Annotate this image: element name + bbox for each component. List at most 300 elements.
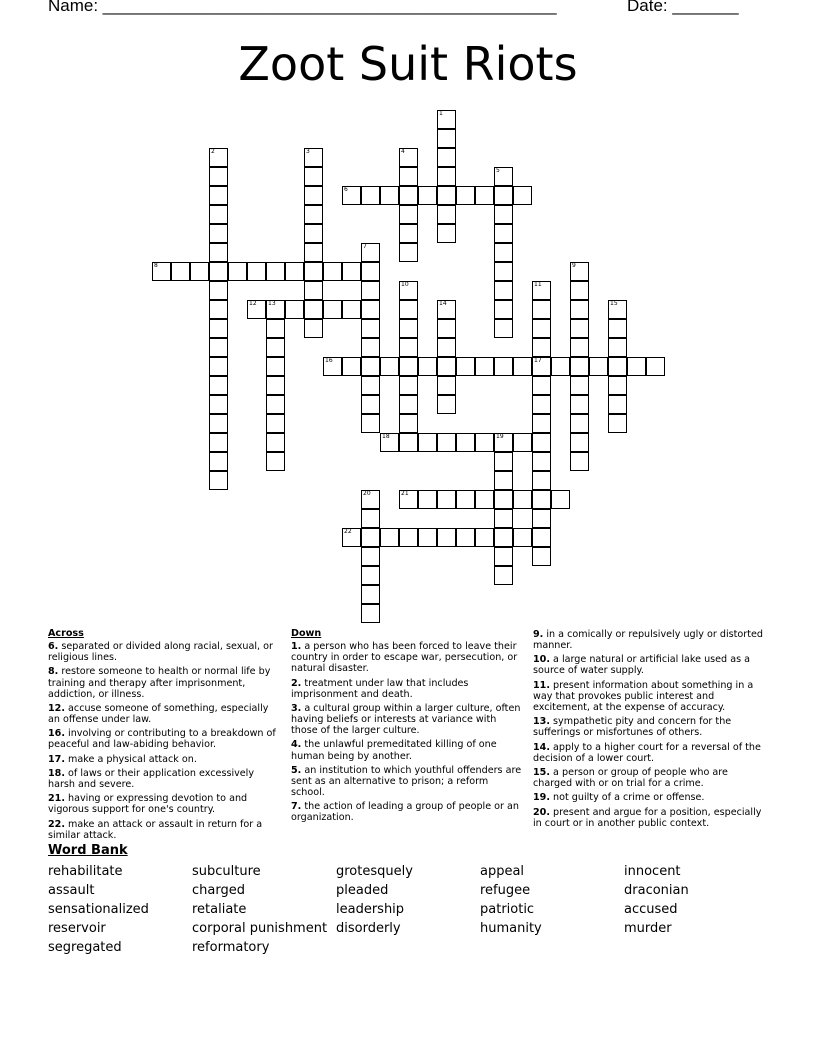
grid-cell[interactable]	[418, 186, 437, 205]
grid-cell[interactable]	[399, 148, 418, 167]
grid-cell[interactable]	[361, 319, 380, 338]
grid-cell[interactable]	[437, 186, 456, 205]
word-bank-entry: appeal	[480, 864, 525, 879]
grid-cell[interactable]	[532, 490, 551, 509]
grid-cell[interactable]	[627, 357, 646, 376]
grid-cell[interactable]	[494, 319, 513, 338]
grid-cell[interactable]	[399, 186, 418, 205]
grid-cell[interactable]	[285, 262, 304, 281]
clue-text: the unlawful premeditated killing of one human being by another.	[291, 739, 497, 762]
grid-cell[interactable]	[247, 262, 266, 281]
clue-number-label: 9.	[533, 629, 544, 640]
grid-cell[interactable]	[209, 433, 228, 452]
word-bank-entry: segregated	[48, 940, 122, 955]
grid-cell[interactable]	[209, 471, 228, 490]
grid-cell[interactable]	[532, 547, 551, 566]
clue	[533, 680, 765, 713]
grid-cell[interactable]	[209, 300, 228, 319]
clue-number: 14	[439, 300, 447, 307]
clue-text: make a physical attack on.	[65, 753, 197, 765]
grid-cell[interactable]	[209, 281, 228, 300]
clue	[533, 792, 765, 803]
grid-cell[interactable]	[399, 300, 418, 319]
grid-cell[interactable]	[494, 300, 513, 319]
clue-text: present information about something in a way that provokes public interest and excitement, at the expense of accuracy.	[533, 679, 754, 713]
grid-cell[interactable]	[304, 262, 323, 281]
clue-number-label: 13.	[533, 716, 550, 728]
grid-cell[interactable]	[494, 528, 513, 547]
grid-cell[interactable]	[494, 566, 513, 585]
grid-cell[interactable]	[399, 490, 418, 509]
grid-cell[interactable]	[399, 281, 418, 300]
grid-cell[interactable]	[304, 281, 323, 300]
grid-cell[interactable]	[494, 281, 513, 300]
word-bank-entry: refugee	[480, 883, 531, 898]
page-title: Zoot Suit Riots	[238, 37, 578, 91]
clue-number: 10	[401, 281, 409, 288]
clue	[533, 629, 765, 651]
grid-cell[interactable]	[513, 186, 532, 205]
grid-cell[interactable]	[456, 186, 475, 205]
grid-cell[interactable]	[437, 300, 456, 319]
grid-cell[interactable]	[494, 243, 513, 262]
clue-number-label: 22.	[48, 818, 65, 830]
grid-cell[interactable]	[304, 205, 323, 224]
clue-text: an institution to which youthful offenders are sent as an alternative to prison; a reform school.	[291, 764, 522, 798]
grid-cell[interactable]	[513, 433, 532, 452]
clue-number-label: 20.	[533, 806, 550, 818]
grid-cell[interactable]	[399, 357, 418, 376]
grid-cell[interactable]	[361, 262, 380, 281]
grid-cell[interactable]	[570, 376, 589, 395]
word-bank-entry: pleaded	[336, 883, 389, 898]
grid-cell[interactable]	[342, 357, 361, 376]
clue-text: not guilty of a crime or offense.	[550, 792, 705, 804]
down-clues	[291, 628, 523, 827]
grid-cell[interactable]	[494, 357, 513, 376]
clue-number: 17	[534, 357, 542, 364]
grid-cell[interactable]	[190, 262, 209, 281]
grid-cell[interactable]	[570, 338, 589, 357]
grid-cell[interactable]	[209, 376, 228, 395]
grid-cell[interactable]	[399, 414, 418, 433]
grid-cell[interactable]	[532, 300, 551, 319]
word-bank-entry: assault	[48, 883, 95, 898]
grid-cell[interactable]	[361, 528, 380, 547]
clue-text: having or expressing devotion to and vigorous support for one's country.	[48, 793, 248, 816]
clue-text: a person who has been forced to leave their country in order to escape war, persecution, or natural disaster.	[291, 641, 518, 675]
clue-number: 5	[496, 167, 500, 174]
grid-cell[interactable]	[532, 528, 551, 547]
clue-number: 2	[211, 148, 215, 155]
grid-cell[interactable]	[494, 452, 513, 471]
clue-number-label: 10.	[533, 654, 550, 666]
clue-number-label: 18.	[48, 767, 65, 779]
grid-cell[interactable]	[342, 262, 361, 281]
grid-cell[interactable]	[209, 452, 228, 471]
grid-cell[interactable]	[266, 357, 285, 376]
grid-cell[interactable]	[342, 528, 361, 547]
clue	[48, 768, 280, 790]
grid-cell[interactable]	[456, 357, 475, 376]
clue-number-label: 12.	[48, 702, 65, 714]
grid-cell[interactable]	[570, 300, 589, 319]
grid-cell[interactable]	[266, 452, 285, 471]
grid-cell[interactable]	[209, 186, 228, 205]
grid-cell[interactable]	[323, 300, 342, 319]
grid-cell[interactable]	[494, 509, 513, 528]
grid-cell[interactable]	[361, 338, 380, 357]
clue-number-label: 16.	[48, 728, 65, 740]
clue-number: 4	[401, 148, 405, 155]
grid-cell[interactable]	[475, 357, 494, 376]
grid-cell[interactable]	[475, 528, 494, 547]
clue-number: 19	[496, 433, 504, 440]
grid-cell[interactable]	[266, 433, 285, 452]
grid-cell[interactable]	[532, 433, 551, 452]
grid-cell[interactable]	[494, 186, 513, 205]
grid-cell[interactable]	[209, 262, 228, 281]
grid-cell[interactable]	[266, 395, 285, 414]
grid-cell[interactable]	[513, 490, 532, 509]
clue-number-label: 8.	[48, 666, 59, 678]
grid-cell[interactable]	[304, 148, 323, 167]
grid-cell[interactable]	[209, 319, 228, 338]
grid-cell[interactable]	[532, 414, 551, 433]
clue	[533, 807, 765, 829]
clue-text: separated or divided along racial, sexual, or religious lines.	[48, 641, 273, 664]
clue	[291, 801, 523, 823]
grid-cell[interactable]	[399, 167, 418, 186]
grid-cell[interactable]	[152, 262, 171, 281]
grid-cell[interactable]	[570, 414, 589, 433]
word-bank-entry: grotesquely	[336, 864, 413, 879]
clue-number: 15	[610, 300, 618, 307]
clue	[533, 742, 765, 764]
word-bank-entry: reformatory	[192, 940, 270, 955]
word-bank-entry: retaliate	[192, 902, 247, 917]
word-bank-entry: disorderly	[336, 921, 401, 936]
clue-text: the action of leading a group of people or an organization.	[291, 801, 520, 824]
grid-cell[interactable]	[361, 243, 380, 262]
clue-text: sympathetic pity and concern for the sufferings or misfortunes of others.	[533, 716, 732, 739]
clue-text: a person or group of people who are charged with or on trial for a crime.	[533, 766, 728, 790]
grid-cell[interactable]	[494, 224, 513, 243]
grid-cell[interactable]	[361, 376, 380, 395]
grid-cell[interactable]	[209, 357, 228, 376]
grid-cell[interactable]	[437, 319, 456, 338]
grid-cell[interactable]	[437, 110, 456, 129]
grid-cell[interactable]	[513, 357, 532, 376]
clue-number-label: 7.	[291, 801, 302, 813]
grid-cell[interactable]	[361, 414, 380, 433]
grid-cell[interactable]	[266, 338, 285, 357]
down-heading: Down	[291, 628, 322, 639]
grid-cell[interactable]	[475, 186, 494, 205]
grid-cell[interactable]	[532, 319, 551, 338]
date-field-label: Date: _______	[627, 0, 739, 15]
grid-cell[interactable]	[361, 281, 380, 300]
grid-cell[interactable]	[494, 262, 513, 281]
clue-text: make an attack or assault in return for a similar attack.	[48, 818, 263, 841]
word-bank-entry: reservoir	[48, 921, 106, 936]
grid-cell[interactable]	[570, 319, 589, 338]
clue-text: a large natural or artificial lake used as a source of water supply.	[533, 654, 751, 677]
grid-cell[interactable]	[437, 224, 456, 243]
word-bank-entry: leadership	[336, 902, 405, 917]
grid-cell[interactable]	[437, 433, 456, 452]
clue-number: 16	[325, 357, 333, 364]
clue-number: 6	[344, 186, 348, 193]
grid-cell[interactable]	[475, 433, 494, 452]
clue-number: 21	[401, 490, 409, 497]
grid-cell[interactable]	[228, 262, 247, 281]
word-bank-entry: charged	[192, 883, 245, 898]
clue-number-label: 21.	[48, 793, 65, 805]
grid-cell[interactable]	[589, 357, 608, 376]
grid-cell[interactable]	[456, 528, 475, 547]
grid-cell[interactable]	[266, 262, 285, 281]
word-bank-entry: corporal punishment	[192, 921, 328, 936]
word-bank-entry: sensationalized	[48, 902, 149, 917]
grid-cell[interactable]	[304, 224, 323, 243]
grid-cell[interactable]	[323, 262, 342, 281]
clue-number: 13	[268, 300, 276, 307]
name-field-label: Name: ________________________________________________	[48, 0, 557, 15]
clue-text: involving or contributing to a breakdown of peaceful and law-abiding behavior.	[48, 728, 276, 751]
grid-cell[interactable]	[266, 300, 285, 319]
grid-cell[interactable]	[475, 490, 494, 509]
clue-number-label: 11.	[533, 679, 550, 691]
grid-cell[interactable]	[361, 395, 380, 414]
grid-cell[interactable]	[418, 490, 437, 509]
clue-number: 9	[572, 262, 576, 269]
clue-number-label: 15.	[533, 766, 550, 778]
grid-cell[interactable]	[209, 148, 228, 167]
grid-cell[interactable]	[209, 224, 228, 243]
grid-cell[interactable]	[361, 357, 380, 376]
grid-cell[interactable]	[532, 281, 551, 300]
clue	[48, 666, 280, 699]
grid-cell[interactable]	[551, 490, 570, 509]
clue-number: 18	[382, 433, 390, 440]
clue	[48, 703, 280, 725]
clue-number: 11	[534, 281, 542, 288]
clue	[291, 703, 523, 736]
clue-text: of laws or their application excessively harsh and severe.	[48, 767, 255, 791]
clue-number: 7	[363, 243, 367, 250]
grid-cell[interactable]	[209, 243, 228, 262]
grid-cell[interactable]	[247, 300, 266, 319]
clue-number: 8	[154, 262, 158, 269]
grid-cell[interactable]	[494, 490, 513, 509]
clue-number-label: 14.	[533, 741, 550, 753]
clue-text: apply to a higher court for a reversal of the decision of a lower court.	[533, 741, 761, 764]
grid-cell[interactable]	[361, 300, 380, 319]
grid-cell[interactable]	[570, 433, 589, 452]
clue-text: in a comically or repulsively ugly or distorted manner.	[533, 629, 763, 652]
grid-cell[interactable]	[437, 338, 456, 357]
clue-number: 3	[306, 148, 310, 155]
clue-number-label: 6.	[48, 641, 59, 653]
word-bank-title: Word Bank	[48, 843, 128, 858]
grid-cell[interactable]	[437, 357, 456, 376]
grid-cell[interactable]	[608, 414, 627, 433]
clue-number-label: 19.	[533, 792, 550, 804]
grid-cell[interactable]	[361, 585, 380, 604]
grid-cell[interactable]	[494, 471, 513, 490]
word-bank-entry: draconian	[624, 883, 689, 898]
grid-cell[interactable]	[437, 395, 456, 414]
word-bank-entry: murder	[624, 921, 672, 936]
grid-cell[interactable]	[342, 186, 361, 205]
grid-cell[interactable]	[361, 604, 380, 623]
grid-cell[interactable]	[608, 376, 627, 395]
clue-number-label: 3.	[291, 702, 302, 714]
clue-text: accuse someone of something, especially an offense under law.	[48, 702, 269, 726]
clue-number-label: 2.	[291, 677, 302, 689]
clue	[533, 716, 765, 738]
down-clues-continued	[533, 629, 765, 832]
clue-text: restore someone to health or normal life by training and therapy after imprisonment, addiction, or illness.	[48, 666, 271, 700]
grid-cell[interactable]	[608, 300, 627, 319]
grid-cell[interactable]	[285, 300, 304, 319]
grid-cell[interactable]	[380, 433, 399, 452]
grid-cell[interactable]	[532, 357, 551, 376]
word-bank-entry: accused	[624, 902, 678, 917]
word-bank-entry: innocent	[624, 864, 681, 879]
grid-cell[interactable]	[437, 148, 456, 167]
grid-cell[interactable]	[399, 528, 418, 547]
clue	[48, 754, 280, 765]
grid-cell[interactable]	[532, 471, 551, 490]
grid-cell[interactable]	[532, 376, 551, 395]
grid-cell[interactable]	[342, 300, 361, 319]
grid-cell[interactable]	[209, 395, 228, 414]
grid-cell[interactable]	[608, 395, 627, 414]
grid-cell[interactable]	[494, 167, 513, 186]
grid-cell[interactable]	[437, 490, 456, 509]
grid-cell[interactable]	[608, 338, 627, 357]
grid-cell[interactable]	[399, 243, 418, 262]
grid-cell[interactable]	[570, 357, 589, 376]
grid-cell[interactable]	[304, 243, 323, 262]
grid-cell[interactable]	[304, 167, 323, 186]
word-bank-entry: rehabilitate	[48, 864, 123, 879]
grid-cell[interactable]	[399, 224, 418, 243]
clue-text: a cultural group within a larger culture, often having beliefs or interests at variance with those of the larger culture.	[291, 702, 521, 737]
grid-cell[interactable]	[209, 338, 228, 357]
clue-number-label: 4.	[291, 739, 302, 751]
grid-cell[interactable]	[399, 319, 418, 338]
grid-cell[interactable]	[570, 395, 589, 414]
grid-cell[interactable]	[494, 547, 513, 566]
clue	[48, 728, 280, 750]
grid-cell[interactable]	[418, 528, 437, 547]
grid-cell[interactable]	[608, 319, 627, 338]
clue	[291, 739, 523, 761]
clue	[291, 678, 523, 700]
grid-cell[interactable]	[532, 338, 551, 357]
across-clues	[48, 628, 280, 844]
clue	[48, 819, 280, 841]
grid-cell[interactable]	[266, 319, 285, 338]
grid-cell[interactable]	[532, 509, 551, 528]
grid-cell[interactable]	[570, 452, 589, 471]
grid-cell[interactable]	[551, 357, 570, 376]
grid-cell[interactable]	[361, 509, 380, 528]
grid-cell[interactable]	[361, 186, 380, 205]
grid-cell[interactable]	[399, 433, 418, 452]
clue-number: 20	[363, 490, 371, 497]
clue-text: treatment under law that includes imprisonment and death.	[291, 677, 469, 700]
grid-cell[interactable]	[399, 395, 418, 414]
grid-cell[interactable]	[456, 433, 475, 452]
grid-cell[interactable]	[418, 357, 437, 376]
clue	[533, 654, 765, 676]
grid-cell[interactable]	[266, 376, 285, 395]
grid-cell[interactable]	[570, 281, 589, 300]
grid-cell[interactable]	[304, 319, 323, 338]
grid-cell[interactable]	[209, 205, 228, 224]
grid-cell[interactable]	[171, 262, 190, 281]
grid-cell[interactable]	[437, 528, 456, 547]
clue-number: 22	[344, 528, 352, 535]
grid-cell[interactable]	[532, 395, 551, 414]
grid-cell[interactable]	[380, 528, 399, 547]
grid-cell[interactable]	[608, 357, 627, 376]
clue-number-label: 5.	[291, 764, 302, 776]
grid-cell[interactable]	[456, 490, 475, 509]
clue-number-label: 1.	[291, 641, 302, 653]
word-bank-entry: humanity	[480, 921, 542, 936]
clue	[48, 641, 280, 663]
grid-cell[interactable]	[361, 490, 380, 509]
grid-cell[interactable]	[380, 357, 399, 376]
grid-cell[interactable]	[418, 433, 437, 452]
grid-cell[interactable]	[323, 357, 342, 376]
clue	[291, 765, 523, 798]
grid-cell[interactable]	[437, 167, 456, 186]
grid-cell[interactable]	[494, 433, 513, 452]
grid-cell[interactable]	[437, 376, 456, 395]
grid-cell[interactable]	[399, 338, 418, 357]
grid-cell[interactable]	[304, 186, 323, 205]
clue	[533, 767, 765, 789]
grid-cell[interactable]	[399, 205, 418, 224]
grid-cell[interactable]	[361, 547, 380, 566]
grid-cell[interactable]	[437, 205, 456, 224]
grid-cell[interactable]	[494, 205, 513, 224]
clue-number-label: 17.	[48, 753, 65, 765]
grid-cell[interactable]	[209, 414, 228, 433]
grid-cell[interactable]	[266, 414, 285, 433]
grid-cell[interactable]	[570, 262, 589, 281]
grid-cell[interactable]	[646, 357, 665, 376]
grid-cell[interactable]	[513, 528, 532, 547]
clue-text: present and argue for a position, especially in court or in another public context.	[533, 806, 762, 829]
grid-cell[interactable]	[532, 452, 551, 471]
clue-number: 1	[439, 110, 443, 117]
grid-cell[interactable]	[361, 566, 380, 585]
grid-cell[interactable]	[209, 167, 228, 186]
word-bank-entry: subculture	[192, 864, 261, 879]
grid-cell[interactable]	[304, 300, 323, 319]
clue	[48, 793, 280, 815]
grid-cell[interactable]	[380, 186, 399, 205]
grid-cell[interactable]	[437, 129, 456, 148]
grid-cell[interactable]	[399, 376, 418, 395]
